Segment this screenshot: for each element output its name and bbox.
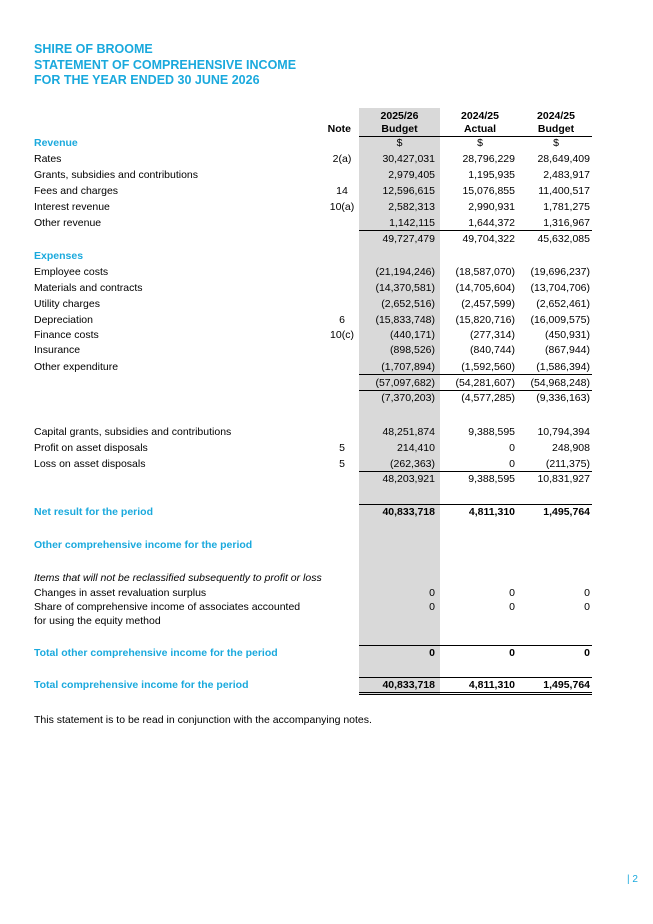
cell-budget-2425: (9,336,163) [536,392,590,404]
cell-budget-2425: 0 [584,587,590,599]
cell-actual-2425: 4,811,310 [468,506,515,518]
table-row [0,216,653,230]
cell-budget-2425: 1,781,275 [543,201,590,213]
table-row [0,281,653,295]
col3-year: 2024/25 [537,110,575,122]
row-note: 2(a) [332,153,352,165]
cell-actual-2425: (2,457,599) [461,298,515,310]
cell-budget-2425: 248,908 [552,442,590,454]
cell-budget-2425: 0 [584,601,590,613]
table-row [0,152,653,166]
currency-symbol: $ [553,137,559,149]
footnote: This statement is to be read in conjunction with the accompanying notes. [34,714,372,726]
row-label: Employee costs [34,266,109,278]
oci-total-row [0,646,653,660]
total-comprehensive-income-row [0,678,653,692]
cell-budget-2526: (2,652,516) [381,298,435,310]
cell-actual-2425: (840,744) [470,344,515,356]
cell-actual-2425: 0 [509,458,515,470]
currency-symbol: $ [477,137,483,149]
cell-budget-2425: (450,931) [545,329,590,341]
table-row [0,297,653,311]
statement-name: STATEMENT OF COMPREHENSIVE INCOME [34,57,297,72]
cell-budget-2425: (867,944) [545,344,590,356]
table-row [0,457,653,471]
column-header-years [0,109,653,123]
cell-budget-2526: 1,142,115 [389,217,435,229]
cell-actual-2425: 1,195,935 [468,169,515,181]
row-note: 10(a) [329,201,355,213]
table-row [0,586,653,600]
cell-budget-2526: 40,833,718 [382,506,435,518]
row-label: Fees and charges [34,185,119,197]
cell-budget-2526: 214,410 [397,442,435,454]
column-header-types [0,122,653,136]
cell-budget-2425: (2,652,461) [536,298,590,310]
double-underline [359,694,592,695]
cell-actual-2425: 1,644,372 [468,217,515,229]
col2-year: 2024/25 [461,110,499,122]
table-row [0,360,653,374]
subheading-row [0,571,653,585]
cell-actual-2425: 9,388,595 [468,426,515,438]
row-label: Utility charges [34,298,100,310]
row-note: 6 [339,314,345,326]
cell-actual-2425: 49,704,322 [462,233,515,245]
table-row [0,441,653,455]
cell-actual-2425: 9,388,595 [468,473,515,485]
revenue-heading: Revenue [34,137,78,149]
cell-actual-2425: 0 [509,442,515,454]
cell-actual-2425: (14,705,604) [455,282,515,294]
cell-budget-2526: 48,251,874 [382,426,435,438]
currency-symbol: $ [396,137,403,149]
cell-actual-2425: (4,577,285) [461,392,515,404]
cell-budget-2526: 2,979,405 [388,169,435,181]
cell-budget-2425: 28,649,409 [537,153,590,165]
row-label: Other expenditure [34,361,119,373]
cell-budget-2526: (15,833,748) [375,314,435,326]
statement-title [34,42,296,89]
cell-actual-2425: 15,076,855 [462,185,515,197]
cell-budget-2526: 2,582,313 [388,201,435,213]
cell-budget-2526: 0 [429,601,435,613]
cell-budget-2425: (19,696,237) [530,266,590,278]
row-note: 14 [336,185,348,197]
row-label-continuation: for using the equity method [34,615,161,627]
table-row [0,600,653,614]
cell-budget-2526: 12,596,615 [382,185,435,197]
table-row [0,265,653,279]
cell-actual-2425: (15,820,716) [455,314,515,326]
row-note: 5 [339,458,345,470]
cell-budget-2425: 2,483,917 [543,169,590,181]
cell-actual-2425: 2,990,931 [468,201,515,213]
cell-budget-2425: (54,968,248) [530,377,590,389]
cell-actual-2425: 0 [509,601,515,613]
row-label: Share of comprehensive income of associates accounted [34,601,301,613]
cell-actual-2425: 0 [509,647,515,659]
statement-period: FOR THE YEAR ENDED 30 JUNE 2026 [34,73,260,87]
cell-budget-2425: 1,316,967 [543,217,590,229]
cell-budget-2526: 0 [429,647,435,659]
row-label: Rates [34,153,62,165]
cell-budget-2425: 11,400,517 [538,185,590,197]
oci-heading: Other comprehensive income for the period [34,539,253,551]
row-label: Depreciation [34,314,93,326]
table-row [0,343,653,357]
cell-budget-2425: (13,704,706) [530,282,590,294]
page-number: | 2 [627,874,638,885]
cell-budget-2526: 49,727,479 [382,233,435,245]
net-result-row [0,505,653,519]
double-underline [359,692,592,693]
cell-budget-2526: 0 [429,587,435,599]
row-label: Loss on asset disposals [34,458,146,470]
row-label: Capital grants, subsidies and contributions [34,426,232,438]
row-note: 10(c) [330,329,354,341]
currency-row [0,136,653,150]
cell-budget-2425: (16,009,575) [530,314,590,326]
cell-actual-2425: 4,811,310 [468,679,515,691]
cell-budget-2526: (7,370,203) [381,392,435,404]
expenses-total-row [0,376,653,390]
oci-subheading: Items that will not be reclassified subsequently to profit or loss [34,572,322,584]
cell-budget-2425: 45,632,085 [537,233,590,245]
cell-budget-2526: (1,707,894) [381,361,435,373]
org-name: SHIRE OF BROOME [34,42,153,56]
cell-budget-2526: 30,427,031 [382,153,435,165]
row-label: Changes in asset revaluation surplus [34,587,207,599]
col1-type: Budget [381,123,418,135]
table-row [0,425,653,439]
table-row [0,200,653,214]
capital-total-row [0,472,653,486]
cell-actual-2425: (18,587,070) [455,266,515,278]
expenses-heading: Expenses [34,250,84,262]
cell-actual-2425: 28,796,229 [462,153,515,165]
cell-budget-2526: 48,203,921 [382,473,435,485]
note-header: Note [327,123,351,135]
cell-budget-2425: 1,495,764 [543,679,590,691]
cell-budget-2526: (440,171) [390,329,435,341]
section-heading-row [0,538,653,552]
cell-budget-2425: 10,831,927 [537,473,590,485]
row-label: Profit on asset disposals [34,442,148,454]
net-result-label: Net result for the period [34,506,154,518]
cell-budget-2526: (898,526) [390,344,435,356]
table-row [0,328,653,342]
row-label: Grants, subsidies and contributions [34,169,199,181]
oci-total-label: Total other comprehensive income for the period [34,647,278,659]
cell-budget-2526: (57,097,682) [375,377,435,389]
cell-budget-2425: 0 [584,647,590,659]
row-note: 5 [339,442,345,454]
table-row [0,184,653,198]
section-heading-row [0,249,653,263]
cell-actual-2425: (54,281,607) [455,377,515,389]
row-label: Interest revenue [34,201,110,213]
table-row-continuation [0,614,653,628]
cell-actual-2425: (277,314) [470,329,515,341]
cell-budget-2425: 10,794,394 [537,426,590,438]
revenue-total-row [0,232,653,246]
cell-budget-2526: 40,833,718 [382,679,435,691]
table-row [0,168,653,182]
total-ci-label: Total comprehensive income for the period [34,679,249,691]
table-row [0,313,653,327]
row-label: Finance costs [34,329,99,341]
subtotal-rule [359,230,592,231]
cell-actual-2425: (1,592,560) [461,361,515,373]
row-label: Other revenue [34,217,102,229]
col3-type: Budget [537,123,575,135]
col1-year: 2025/26 [380,110,419,122]
cell-budget-2425: 1,495,764 [543,506,590,518]
col2-type: Actual [463,123,497,135]
subtotal-rule [359,374,592,375]
row-label: Insurance [34,344,81,356]
cell-budget-2526: (262,363) [390,458,435,470]
cell-budget-2425: (1,586,394) [536,361,590,373]
operating-net-row [0,391,653,405]
row-label: Materials and contracts [34,282,143,294]
cell-budget-2425: (211,375) [545,458,590,470]
cell-actual-2425: 0 [509,587,515,599]
cell-budget-2526: (21,194,246) [375,266,435,278]
cell-budget-2526: (14,370,581) [375,282,435,294]
